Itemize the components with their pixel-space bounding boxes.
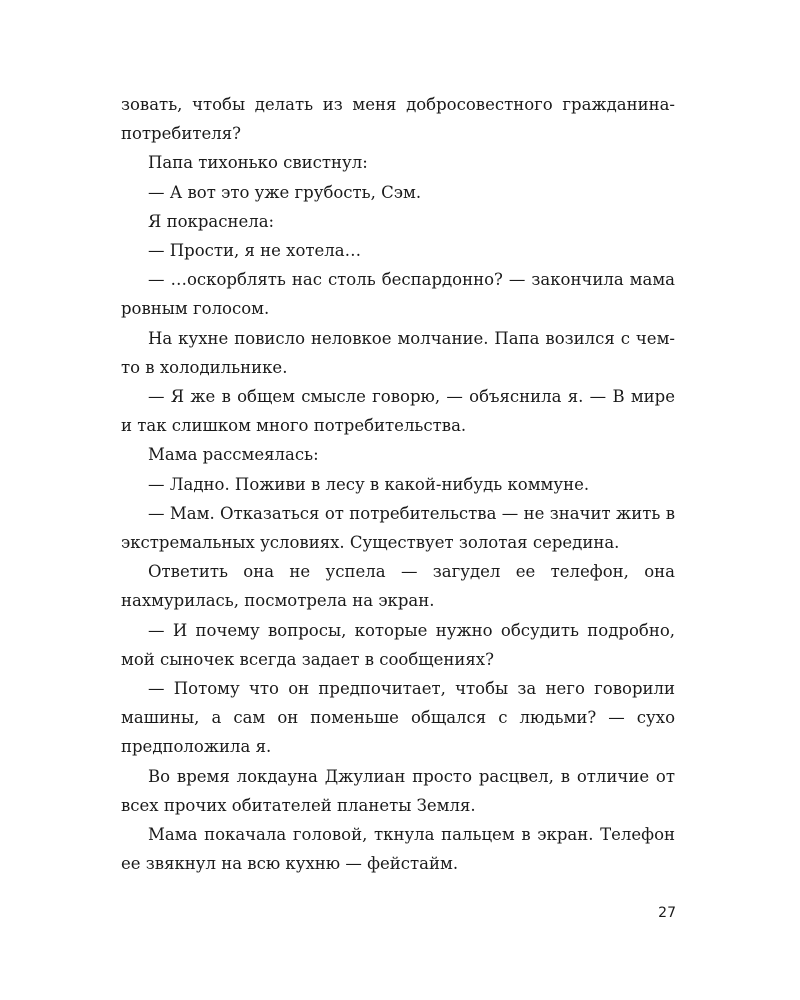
paragraph: — Прости, я не хотела… — [148, 241, 362, 261]
paragraph: — Ладно. Поживи в лесу в какой-нибудь коммуне. — [148, 474, 590, 494]
page-number: 27 — [658, 905, 676, 921]
paragraph: — А вот это уже грубость, Сэм. — [148, 182, 422, 202]
paragraph: На кухне повисло неловкое молчание. Папа возился с чем-то в холодильнике. — [121, 328, 675, 377]
paragraph: Во время локдауна Джулиан просто расцвел, в отличие от всех прочих обитателей планеты Земля. — [121, 766, 675, 815]
paragraph: Мама рассмеялась: — [148, 445, 319, 465]
body-text — [121, 90, 675, 878]
paragraph: — Потому что он предпочитает, чтобы за него говорили машины, а сам он поменьше общался с людьми? — сухо предположила я. — [121, 679, 675, 757]
paragraph: Мама покачала головой, ткнула пальцем в экран. Телефон ее звякнул на всю кухню — фейстайм. — [121, 825, 675, 874]
paragraph: — Мам. Отказаться от потребительства — не значит жить в экстремальных условиях. Существует золотая середина. — [121, 503, 675, 553]
paragraph: — И почему вопросы, которые нужно обсудить подробно, мой сыночек всегда задает в сообщениях? — [121, 620, 675, 669]
paragraph: — Я же в общем смысле говорю, — объяснила я. — В мире и так слишком много потребительства. — [121, 387, 675, 436]
paragraph: зовать, чтобы делать из меня добросовестного гражданина-потребителя? — [121, 95, 675, 144]
paragraph: Ответить она не успела — загудел ее телефон, она нахмурилась, посмотрела на экран. — [121, 562, 675, 611]
paragraph: — …оскорблять нас столь беспардонно? — закончила мама ровным голосом. — [121, 270, 675, 319]
paragraph: Я покраснела: — [148, 211, 275, 231]
paragraph: Папа тихонько свистнул: — [148, 153, 368, 173]
